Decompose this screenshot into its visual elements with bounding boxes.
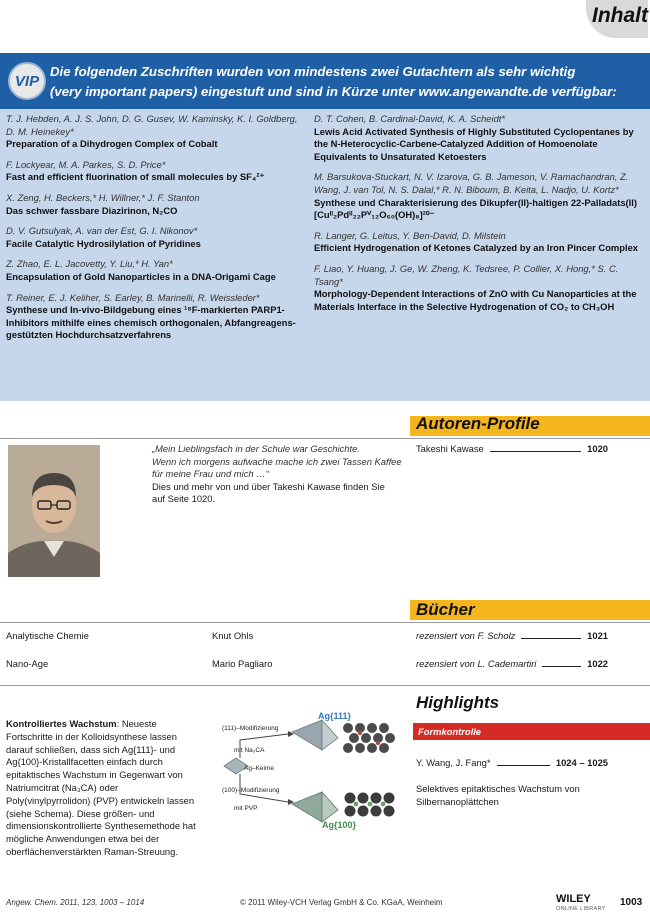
vip-entry[interactable] bbox=[314, 113, 644, 163]
page-range[interactable]: 1024 – 1025 bbox=[555, 757, 608, 768]
vip-entry-authors: M. Barsukova-Stuckart, N. V. Izarova, G. B. Jameson, V. Ramachandran, Z. Wang, J. van Tol, N. S. Dalal,* R. N. Biboum, B. Keita, L. Nadjo, U. Kortz* bbox=[314, 171, 629, 195]
leader-line bbox=[521, 638, 581, 639]
vip-entry-title[interactable]: Morphology-Dependent Interactions of ZnO with Cu Nanoparticles at the Materials Interface in the Selective Hydrogenation of CO₂ to CH₃OH bbox=[314, 288, 637, 312]
vip-intro-line: (very important papers) eingestuft und sind in Kürze unter www.angewandte.de verfügbar: bbox=[50, 84, 617, 99]
vip-logo: VIP bbox=[8, 62, 46, 100]
book-title: Nano-Age bbox=[6, 658, 49, 669]
vip-entry-title[interactable]: Synthese und Charakterisierung des Dikupfer(II)-haltigen 22-Palladats(II) [Cuᴵᴵ₂Pdᴵᴵ₂₂Pⱽ₁₂O₆₀(OH)₈]²⁰⁻ bbox=[314, 196, 637, 221]
vip-entry-authors: T. J. Hebden, A. J. S. John, D. G. Gusev, W. Kaminsky, K. I. Goldberg, D. M. Heinekey* bbox=[6, 113, 298, 137]
book-review-entry[interactable] bbox=[416, 658, 608, 670]
vip-entry-authors: D. V. Gutsulyak, A. van der Est, G. I. Nikonov* bbox=[6, 225, 198, 237]
vip-intro-line: Die folgenden Zuschriften wurden von mindestens zwei Gutachtern als sehr wichtig bbox=[50, 64, 576, 79]
scheme-label: mit PVP bbox=[234, 805, 258, 812]
author-quote bbox=[152, 443, 408, 506]
vip-entry-title[interactable]: Lewis Acid Activated Synthesis of Highly Substituted Cyclopentanes by the N-Heterocyclic-Carbene-Catalyzed Addition of Homoenolate Equivalents to Unsaturated Ketoesters bbox=[314, 125, 634, 162]
vip-entry-title[interactable]: Das schwer fassbare Diazirinon, N₂CO bbox=[6, 204, 178, 216]
page-number[interactable]: 1022 bbox=[587, 658, 608, 669]
section-divider bbox=[0, 438, 650, 439]
highlight-summary bbox=[6, 718, 198, 859]
vip-entry[interactable] bbox=[6, 192, 302, 217]
leader-line bbox=[542, 666, 581, 667]
summary-lead: Kontrolliertes Wachstum bbox=[6, 718, 117, 729]
highlight-article-title[interactable] bbox=[416, 783, 636, 809]
vip-entry-authors: D. T. Cohen, B. Cardinal-David, K. A. Scheidt* bbox=[314, 113, 506, 124]
book-reviewer[interactable]: rezensiert von F. Scholz bbox=[416, 630, 516, 641]
page-section-title: Inhalt bbox=[592, 4, 648, 27]
vip-list-right bbox=[314, 113, 644, 321]
page-number-footer: 1003 bbox=[620, 897, 643, 908]
vip-entry[interactable] bbox=[314, 230, 644, 255]
summary-body: : Neueste Fortschritte in der Kolloidsynthese lassen darauf schließen, dass sich Ag{111}- und Ag{100}-Kristallfacetten einfach durch epitaktisches Wachstum in Gegenwart von Natriumcitrat (Na₃CA) oder Poly(vinylpyrrolidon) (PVP) entwickeln lassen (siehe Schema). Diese größen- und dimensionskontrollierte Synthesemethode hat mögliche Anwendungen etwa bei der oberflächenverstärkten Raman-Streuung. bbox=[6, 718, 196, 857]
vip-entry[interactable] bbox=[6, 258, 302, 283]
vip-entry-title[interactable]: Facile Catalytic Hydrosilylation of Pyridines bbox=[6, 237, 201, 249]
vip-entry[interactable] bbox=[6, 113, 302, 151]
scheme-label: Ag–Keime bbox=[244, 765, 274, 772]
buecher-heading: Bücher bbox=[416, 600, 475, 619]
page-number[interactable]: 1020 bbox=[587, 443, 608, 454]
quote-line: für meine Frau und mich …“ bbox=[152, 468, 269, 480]
author-name[interactable]: Takeshi Kawase bbox=[416, 443, 484, 454]
scheme-label: mit Na₃CA bbox=[234, 747, 265, 754]
highlight-entry[interactable] bbox=[416, 757, 608, 769]
vip-entry-authors: X. Zeng, H. Beckers,* H. Willner,* J. F. Stanton bbox=[6, 191, 200, 203]
leader-line bbox=[490, 451, 581, 452]
highlight-tag: Formkontrolle bbox=[413, 723, 650, 740]
quote-line: „Mein Lieblingsfach in der Schule war Geschichte. bbox=[152, 443, 360, 454]
book-review-entry[interactable] bbox=[416, 630, 608, 642]
autoren-heading: Autoren-Profile bbox=[416, 414, 540, 433]
section-divider bbox=[0, 622, 650, 623]
vip-intro bbox=[50, 62, 650, 102]
vip-entry-title[interactable]: Fast and efficient fluorination of small molecules by SF₄²⁺ bbox=[6, 171, 265, 183]
vip-entry-title[interactable]: Synthese und In-vivo-Bildgebung eines ¹⁸F-markierten PARP1-Inhibitors mithilfe eines chemisch orthogonalen, Abfangreagens-gestützten Hochdurchsatzverfahrens bbox=[6, 304, 296, 341]
vip-entry-authors: T. Reiner, E. J. Keliher, S. Earley, B. Marinelli, R. Weissleder* bbox=[6, 291, 260, 303]
copyright-notice: © 2011 Wiley-VCH Verlag GmbH & Co. KGaA, Weinheim bbox=[240, 898, 443, 907]
vip-entry[interactable] bbox=[314, 263, 644, 313]
book-author: Mario Pagliaro bbox=[212, 658, 273, 669]
page-number[interactable]: 1021 bbox=[587, 630, 608, 641]
book-author: Knut Ohls bbox=[212, 630, 254, 641]
book-reviewer[interactable]: rezensiert von L. Cademartiri bbox=[416, 658, 537, 669]
vip-entry[interactable] bbox=[6, 225, 302, 250]
quote-line: Wenn ich morgens aufwache mache ich zwei Tassen Kaffee bbox=[152, 455, 402, 467]
vip-entry-authors: Z. Zhao, E. L. Jacovetty, Y. Liu,* H. Yan* bbox=[6, 258, 173, 270]
vip-entry-title[interactable]: Encapsulation of Gold Nanoparticles in a DNA-Origami Cage bbox=[6, 270, 276, 282]
vip-entry[interactable] bbox=[6, 292, 302, 342]
vip-entry-authors: F. Lockyear, M. A. Parkes, S. D. Price* bbox=[6, 158, 166, 170]
growth-scheme bbox=[210, 712, 410, 830]
online-library-label: ONLINE LIBRARY bbox=[556, 906, 606, 912]
article-title-line: Selektives epitaktisches Wachstum von bbox=[416, 783, 580, 794]
scheme-label: (111)–Modifizierung bbox=[222, 725, 279, 732]
section-divider bbox=[0, 685, 650, 686]
vip-entry-authors: R. Langer, G. Leitus, Y. Ben-David, D. Milstein bbox=[314, 229, 506, 241]
article-title-line: Silbernanoplättchen bbox=[416, 795, 499, 807]
vip-entry[interactable] bbox=[6, 159, 302, 184]
book-title: Analytische Chemie bbox=[6, 630, 89, 641]
scheme-label: Ag{100} bbox=[322, 820, 357, 830]
scheme-label: (100)–Modifizierung bbox=[222, 787, 280, 794]
more-info-line: auf Seite 1020. bbox=[152, 493, 216, 505]
growth-scheme-graphic bbox=[210, 712, 410, 830]
more-info-line: Dies und mehr von und über Takeshi Kawase finden Sie bbox=[152, 480, 385, 492]
vip-entry[interactable] bbox=[314, 171, 644, 221]
author-photo bbox=[8, 445, 100, 577]
highlight-authors[interactable]: Y. Wang, J. Fang* bbox=[416, 757, 491, 768]
journal-citation: Angew. Chem. 2011, 123, 1003 – 1014 bbox=[6, 898, 145, 907]
vip-list-left bbox=[6, 113, 302, 350]
vip-entry-title[interactable]: Efficient Hydrogenation of Ketones Catalyzed by an Iron Pincer Complex bbox=[314, 242, 639, 254]
leader-line bbox=[497, 765, 550, 766]
wiley-logo: WILEY bbox=[556, 893, 591, 905]
vip-entry-authors: F. Liao, Y. Huang, J. Ge, W. Zheng, K. Tedsree, P. Collier, X. Hong,* S. C. Tsang* bbox=[314, 262, 619, 287]
author-portrait-icon bbox=[8, 445, 100, 577]
scheme-label: Ag{111} bbox=[318, 712, 352, 721]
vip-entry-title[interactable]: Preparation of a Dihydrogen Complex of Cobalt bbox=[6, 138, 218, 150]
author-profile-entry[interactable] bbox=[416, 443, 608, 455]
highlights-heading: Highlights bbox=[416, 693, 500, 712]
